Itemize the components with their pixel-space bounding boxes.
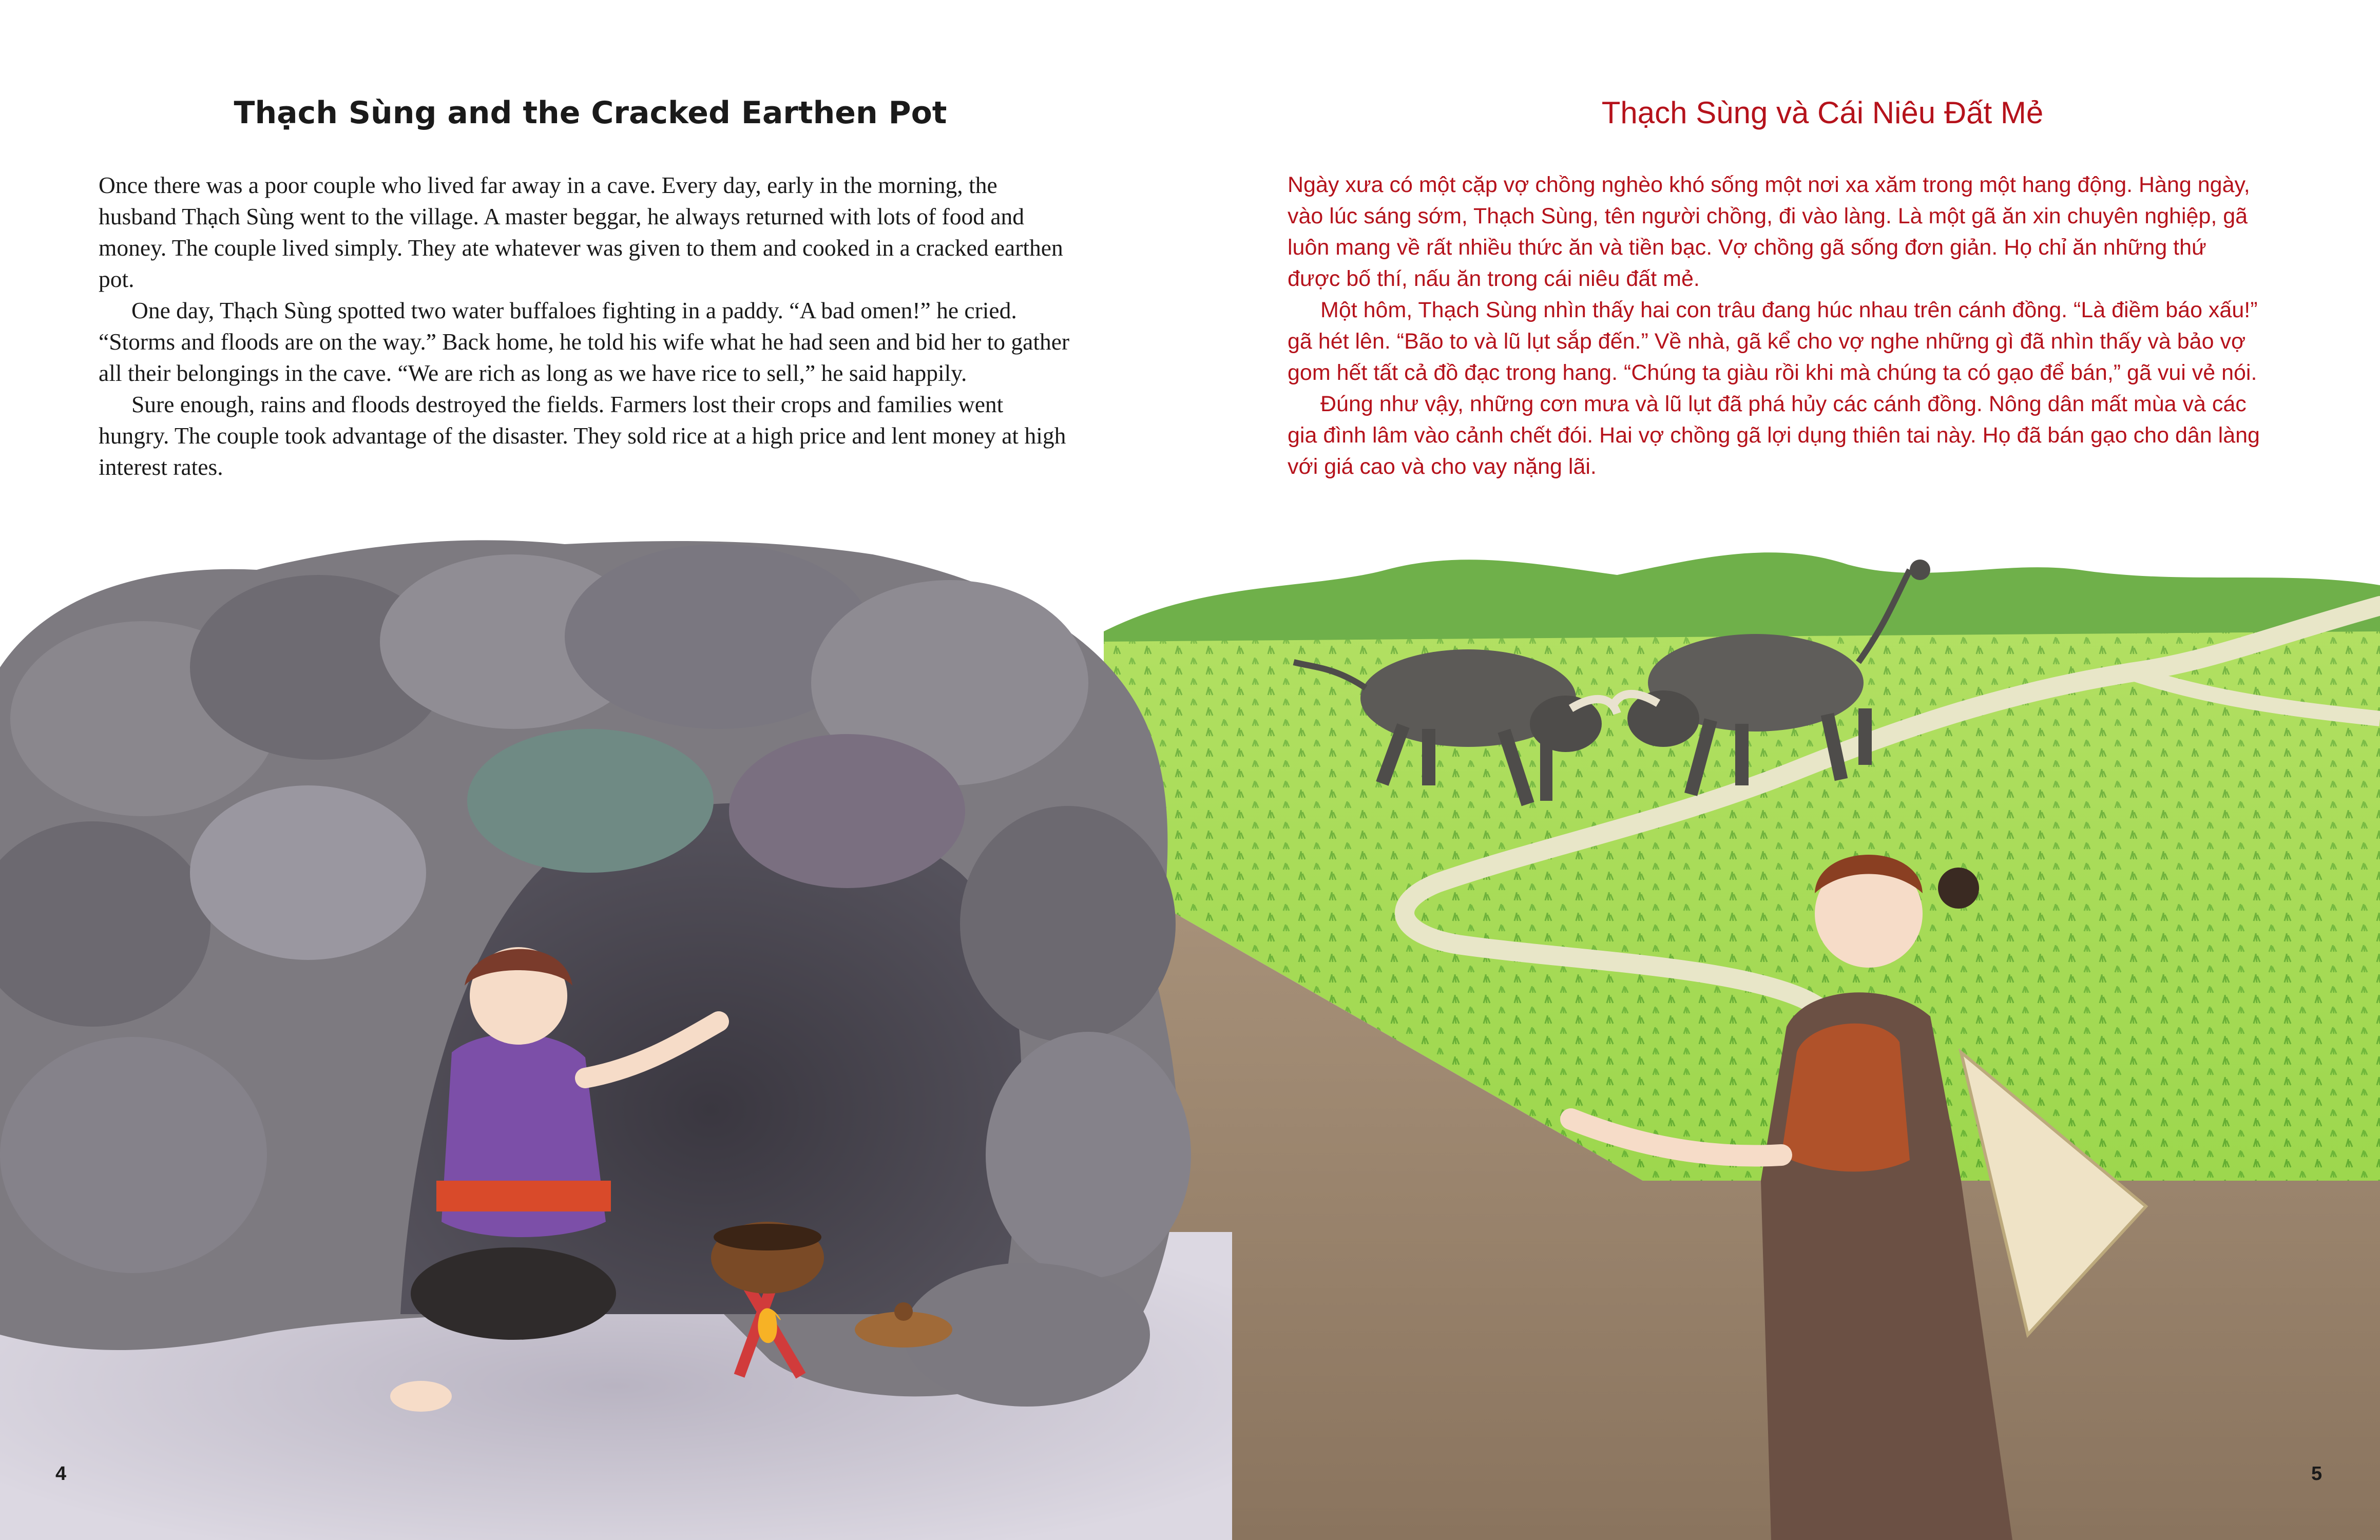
page-number-right: 5 [2311,1463,2323,1485]
english-title: Thạch Sùng and the Cracked Earthen Pot [234,95,947,131]
english-paragraph: One day, Thạch Sùng spotted two water buffaloes fighting in a paddy. “A bad omen!” he cried. “Storms and floods are on the way.” Back home, he told his wife what he had seen and bid her to gather all their belongings in the cave. “We are rich as long as we have rice to sell,” he said happily. [99,297,1070,386]
english-paragraph: Once there was a poor couple who lived far away in a cave. Every day, early in the morning, the husband Thạch Sùng went to the village. A master beggar, he always returned with lots of food and money. The couple lived simply. They ate whatever was given to them and cooked in a cracked earthen pot. [99,172,1063,292]
page-number-left: 4 [55,1463,67,1485]
vietnamese-paragraph: Một hôm, Thạch Sùng nhìn thấy hai con trâu đang húc nhau trên cánh đồng. “Là điềm báo xấu!” gã hét lên. “Bão to và lũ lụt sắp đến.” Về nhà, gã kể cho vợ nghe những gì đã nhìn thấy và bảo vợ gom hết tất cả đồ đạc trong hang. “Chúng ta giàu rồi khi mà chúng ta có gạo để bán,” gã vui vẻ nói. [1288,298,2258,385]
english-paragraph: Sure enough, rains and floods destroyed the fields. Farmers lost their crops and families went hungry. The couple took advantage of the disaster. They sold rice at a high price and lent money at high interest rates. [99,391,1066,480]
vietnamese-body [1288,169,2263,483]
vietnamese-title: Thạch Sùng và Cái Niêu Đất Mẻ [1601,95,2044,130]
vietnamese-paragraph: Đúng như vậy, những cơn mưa và lũ lụt đã phá hủy các cánh đồng. Nông dân mất mùa và các gia đình lâm vào cảnh chết đói. Hai vợ chồng gã lợi dụng thiên tai này. Họ đã bán gạo cho dân làng với giá cao và cho vay nặng lãi. [1288,392,2260,479]
vietnamese-paragraph: Ngày xưa có một cặp vợ chồng nghèo khó sống một nơi xa xăm trong một hang động. Hàng ngày, vào lúc sáng sớm, Thạch Sùng, tên người chồng, đi vào làng. Là một gã ăn xin chuyên nghiệp, gã luôn mang về rất nhiều thức ăn và tiền bạc. Vợ chồng gã sống đơn giản. Họ chỉ ăn những thứ được bố thí, nấu ăn trong cái niêu đất mẻ. [1288,172,2250,291]
